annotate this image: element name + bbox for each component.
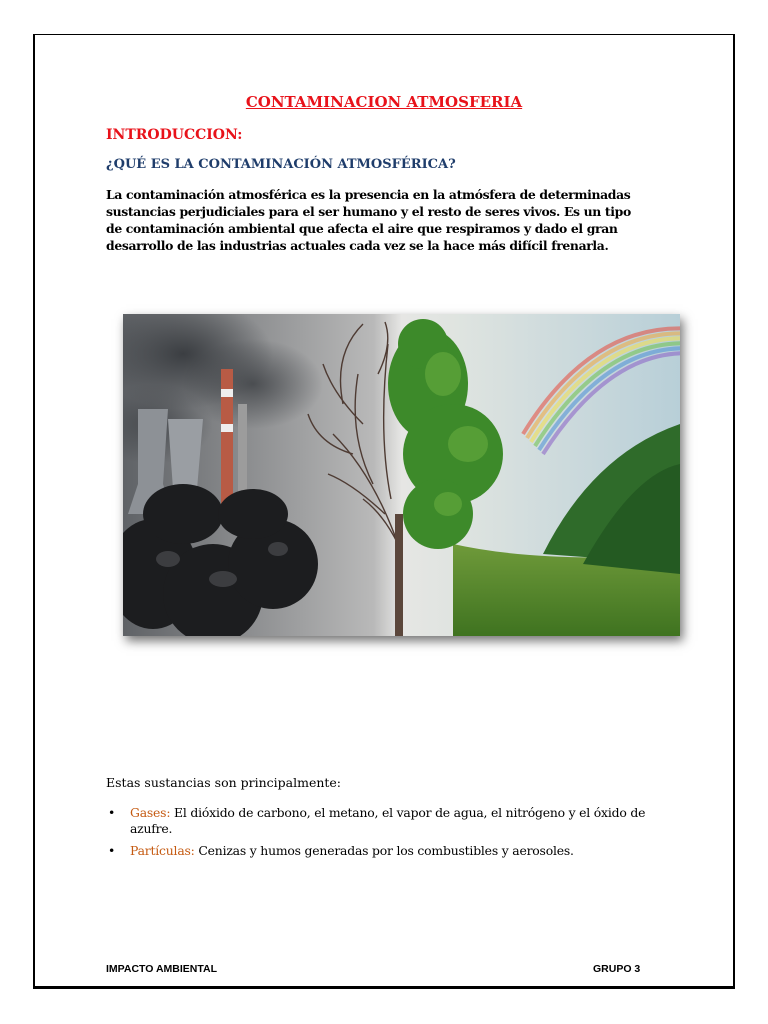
list-text: Cenizas y humos generadas por los combustibles y aerosoles. xyxy=(194,843,574,858)
list-text: El dióxido de carbono, el metano, el vapor de agua, el nitrógeno y el óxido de azufre. xyxy=(130,805,646,836)
document-title: CONTAMINACION ATMOSFERIA xyxy=(245,93,523,111)
footer-right: GRUPO 3 xyxy=(593,963,641,975)
section-heading: INTRODUCCION: xyxy=(106,127,243,143)
substances-list xyxy=(106,805,666,865)
intro-paragraph: La contaminación atmosférica es la presencia en la atmósfera de determinadas sustancias perjudiciales para el ser humano y el resto de seres vivos. Es un tipo de contaminación ambiental que afecta el aire que respiramos y dado el gran desarrollo de las industrias actuales cada vez se la hace más difícil frenarla. xyxy=(106,187,631,253)
footer-left: IMPACTO AMBIENTAL xyxy=(106,963,218,975)
lead-text: Estas sustancias son principalmente: xyxy=(106,775,342,790)
bullet-icon: • xyxy=(108,843,116,858)
list-term: Gases: xyxy=(130,805,171,820)
list-item xyxy=(106,805,666,837)
question-heading: ¿QUÉ ES LA CONTAMINACIÓN ATMOSFÉRICA? xyxy=(106,157,456,172)
list-term: Partículas: xyxy=(130,843,195,858)
list-item xyxy=(106,843,666,859)
pollution-vs-nature-image xyxy=(123,314,680,636)
bullet-icon: • xyxy=(108,805,116,820)
